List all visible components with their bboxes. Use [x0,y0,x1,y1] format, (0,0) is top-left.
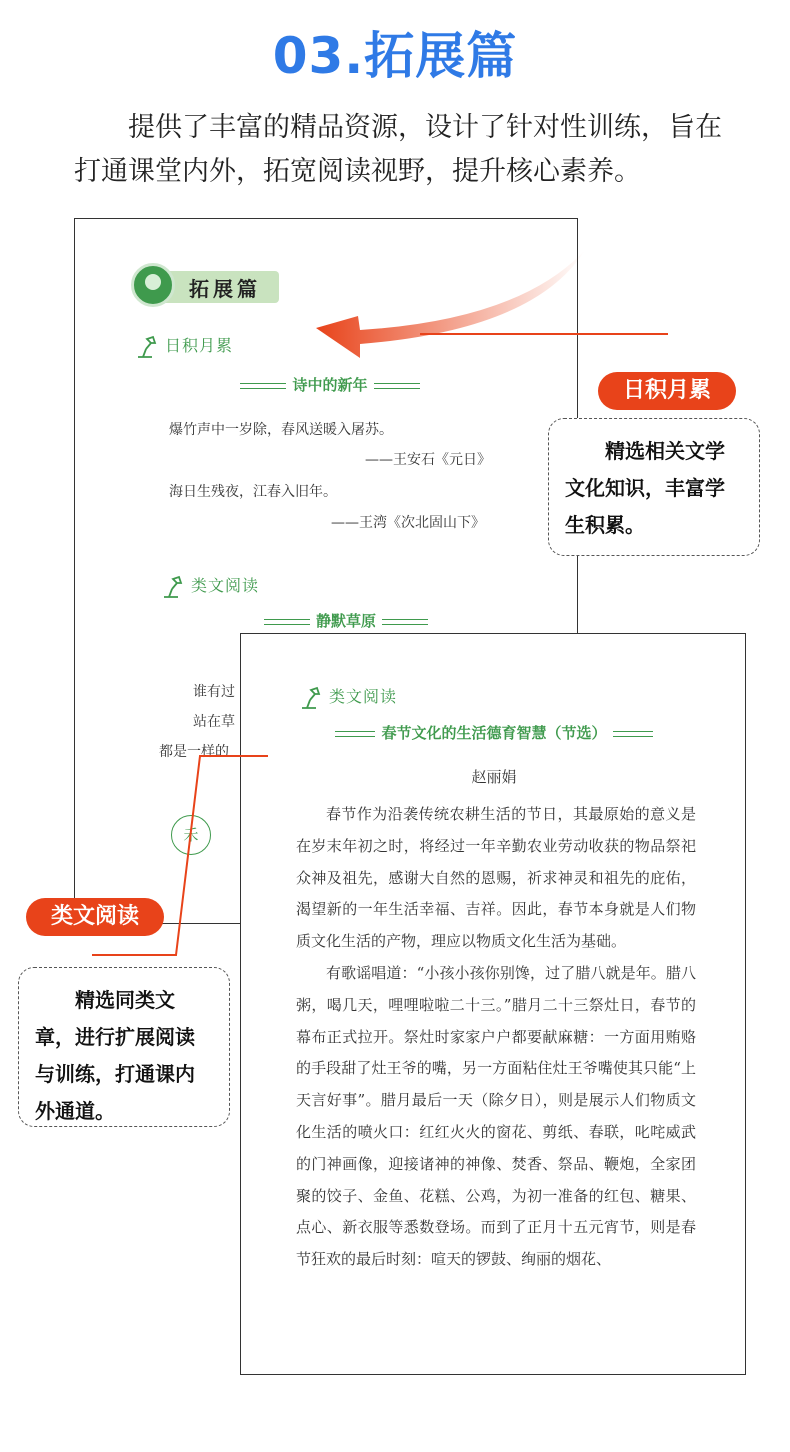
callout-box-rijiyuelei [548,418,760,556]
rule-right [374,383,420,389]
callout-text: 精选相关文学文化知识，丰富学生积累。 [565,439,725,537]
subtitle-text: 静默草原 [315,612,376,630]
text-fragment: 谁有过 [193,684,235,700]
globe-icon [131,263,175,307]
section-badge [131,263,279,307]
lamp-icon [161,575,183,599]
poem-attrib-2: ——王湾《次北固山下》 [331,515,485,531]
rule-left [264,619,310,625]
rule-left [335,731,375,737]
subtitle-grassland [241,610,451,631]
page-title: 03.拓展篇 [272,27,518,85]
poem-line-1: 爆竹声中一岁除，春风送暖入屠苏。 [169,422,393,438]
article-paragraph: 春节作为沿袭传统农耕生活的节日，其最原始的意义是在岁末年初之时，将经过一年辛勤农业劳动收获的物品祭祀众神及祖先，感谢大自然的恩赐，祈求神灵和祖先的庇佑，渴望新的一年生活幸福、吉祥。因此，春节本身就是人们物质文化生活的产物，理应以物质文化生活为基础。 [296,805,696,951]
rule-right [382,619,428,625]
subtitle-poems [225,374,435,395]
poem-line-2: 海日生残夜，江春入旧年。 [169,484,337,500]
section-heading-leiwen [299,684,397,710]
section-label: 类文阅读 [329,687,398,706]
section-label: 类文阅读 [191,576,260,595]
callout-tag-rijiyuelei: 日积月累 [598,372,736,410]
section-label: 日积月累 [165,336,234,355]
text-fragment: 站在草 [193,714,235,730]
article-body [296,799,696,1276]
intro-text: 提供了丰富的精品资源，设计了针对性训练，旨在打通课堂内外，拓宽阅读视野，提升核心素养。 [74,112,722,187]
section-heading-rijiyuelei [135,333,233,359]
seal-stamp: 禾 [171,815,211,855]
callout-box-leiwen [18,967,230,1127]
rule-left [240,383,286,389]
article-author: 赵丽娟 [471,768,517,786]
article-title-text: 春节文化的生活德育智慧（节选） [381,724,607,742]
lamp-icon [135,335,157,359]
book-page-front [240,633,746,1375]
section-heading-leiwen [161,573,259,599]
subtitle-text: 诗中的新年 [292,376,368,394]
article-paragraph: 有歌谣唱道：“小孩小孩你别馋，过了腊八就是年。腊八粥，喝几天，哩哩啦啦二十三。”腊月二十三祭灶日，春节的幕布正式拉开。祭灶时家家户户都要献麻糖：一方面用贿赂的手段甜了灶王爷的嘴，另一方面粘住灶王爷嘴使其只能“上天言好事”。腊月最后一天（除夕日），则是展示人们物质文化生活的喷火口：红红火火的窗花、剪纸、春联，叱咤威武的门神画像，迎接诸神的神像、焚香、祭品、鞭炮，全家团聚的饺子、金鱼、花糕、公鸡，为初一准备的红包、糖果、点心、新衣服等悉数登场。而到了正月十五元宵节，则是春节狂欢的最后时刻：喧天的锣鼓、绚丽的烟花、 [296,963,696,1269]
poem-attrib-1: ——王安石《元日》 [365,452,491,468]
article-title [261,722,727,743]
badge-label: 拓展篇 [189,277,261,301]
callout-tag-leiwen: 类文阅读 [26,898,164,936]
rule-right [613,731,653,737]
callout-text: 精选同类文章，进行扩展阅读与训练，打通课内外通道。 [35,988,195,1123]
lamp-icon [299,686,321,710]
text-fragment: 都是一样的 [159,744,229,760]
